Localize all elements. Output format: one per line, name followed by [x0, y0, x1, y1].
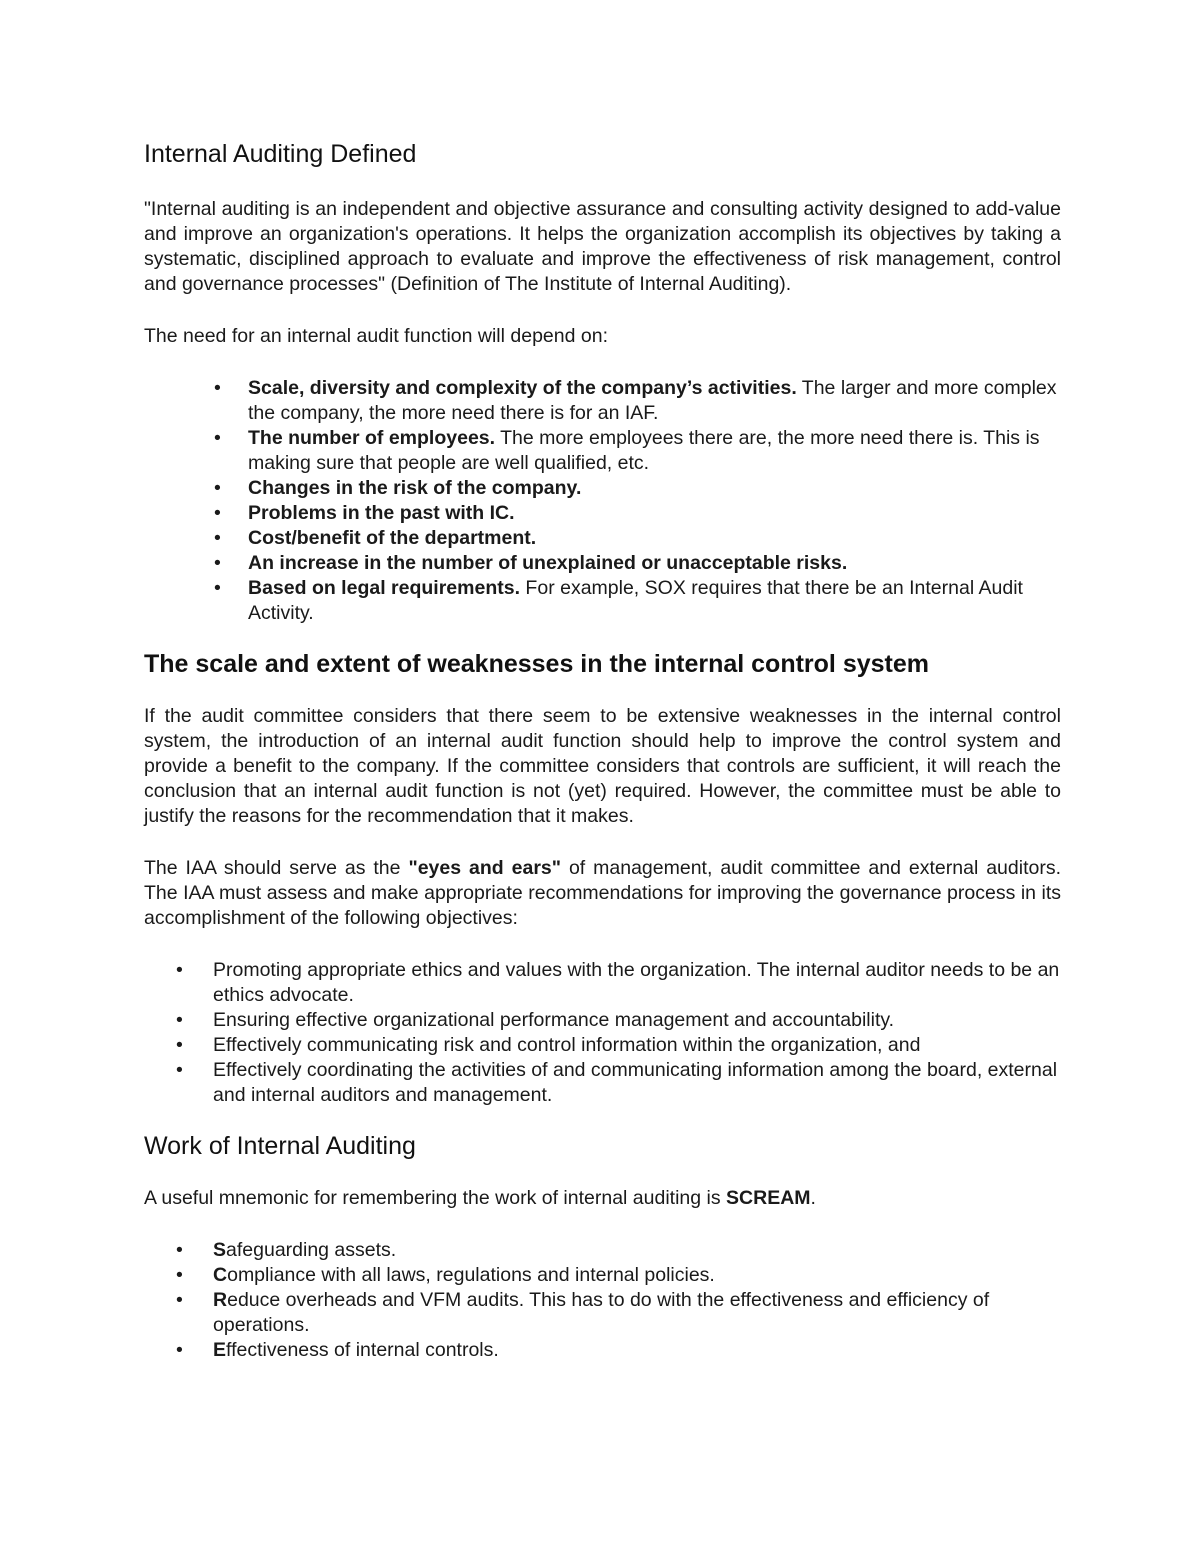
list-item [144, 1058, 1061, 1108]
factor-text: The more employees there are, the more need there is. This is making sure that people are well qualified, etc. [248, 427, 1040, 474]
list-item [144, 1338, 1061, 1363]
iaa-role-text-start: The IAA should serve as the [144, 857, 409, 879]
scream-mnemonic: SCREAM [726, 1187, 811, 1209]
bullet-icon: • [214, 577, 221, 599]
iaf-factors-list [144, 376, 1061, 626]
mnemonic-text: afeguarding assets. [226, 1239, 397, 1261]
mnemonic-letter: R [213, 1289, 228, 1311]
list-item [144, 1008, 1061, 1033]
iaa-role-text-end: of management, audit committee and external auditors. The IAA must assess and make appropriate recommendations for improving the governance process in its accomplishment of the following objectives: [144, 857, 1062, 929]
scream-intro-text: A useful mnemonic for remembering the work of internal auditing is [144, 1187, 727, 1209]
scream-intro [144, 1186, 1061, 1211]
iaf-need-intro: The need for an internal audit function will depend on: [144, 325, 608, 347]
bullet-icon: • [176, 1264, 183, 1286]
list-item [144, 551, 1061, 576]
list-item [144, 958, 1061, 1008]
iaa-role-paragraph [144, 856, 1061, 931]
audit-committee-paragraph: If the audit committee considers that there seem to be extensive weaknesses in the internal control system, the introduction of an internal audit function should help to improve the control system and provide a benefit to the company. If the committee considers that controls are sufficient, it will reach the conclusion that an internal audit function is not (yet) required. However, the committee must be able to justify the reasons for the recommendation that it makes. [144, 705, 1061, 827]
factor-heading: Changes in the risk of the company. [248, 477, 582, 499]
bullet-icon: • [214, 377, 221, 399]
factor-heading: The number of employees. [248, 427, 496, 449]
objective-text: Effectively coordinating the activities of and communicating information among the board, external and internal auditors and management. [213, 1059, 1058, 1106]
bullet-icon: • [176, 1034, 183, 1056]
section-title-work-of-internal-auditing: Work of Internal Auditing [144, 1132, 416, 1160]
factor-heading: Based on legal requirements. [248, 577, 521, 599]
scream-intro-period: . [810, 1187, 816, 1209]
factor-heading: Problems in the past with IC. [248, 502, 515, 524]
factor-heading: Cost/benefit of the department. [248, 527, 537, 549]
mnemonic-letter: S [213, 1239, 227, 1261]
eyes-and-ears-emphasis: "eyes and ears" [408, 857, 561, 879]
iaa-objectives-list [144, 958, 1061, 1108]
mnemonic-letter: E [213, 1339, 227, 1361]
scream-list [144, 1238, 1061, 1363]
mnemonic-text: ffectiveness of internal controls. [226, 1339, 499, 1361]
list-item [144, 526, 1061, 551]
mnemonic-text: ompliance with all laws, regulations and internal policies. [227, 1264, 715, 1286]
bullet-icon: • [176, 1009, 183, 1031]
list-item [144, 576, 1061, 626]
mnemonic-letter: C [213, 1264, 228, 1286]
bullet-icon: • [214, 427, 221, 449]
bullet-icon: • [214, 502, 221, 524]
bullet-icon: • [176, 1339, 183, 1361]
list-item [144, 1033, 1061, 1058]
bullet-icon: • [176, 1059, 183, 1081]
section-title-internal-auditing-defined: Internal Auditing Defined [144, 140, 417, 168]
list-item [144, 1288, 1061, 1338]
bullet-icon: • [176, 959, 183, 981]
bullet-icon: • [214, 477, 221, 499]
list-item [144, 1263, 1061, 1288]
factor-text: The larger and more complex the company, the more need there is for an IAF. [248, 377, 1057, 424]
list-item [144, 501, 1061, 526]
iia-definition-paragraph: "Internal auditing is an independent and objective assurance and consulting activity designed to add-value and improve an organization's operations. It helps the organization accomplish its objectives by taking a systematic, disciplined approach to evaluate and improve the effectiveness of risk management, control and governance processes" (Definition of The Institute of Internal Auditing). [144, 198, 1061, 295]
factor-text: For example, SOX requires that there be an Internal Audit Activity. [248, 577, 1023, 624]
list-item [144, 426, 1061, 476]
list-item [144, 1238, 1061, 1263]
bullet-icon: • [176, 1289, 183, 1311]
factor-heading: Scale, diversity and complexity of the company’s activities. [248, 377, 797, 399]
document-page [144, 138, 1061, 1363]
objective-text: Effectively communicating risk and control information within the organization, and [213, 1034, 921, 1056]
list-item [144, 476, 1061, 501]
list-item [144, 376, 1061, 426]
bullet-icon: • [214, 527, 221, 549]
section-title-weaknesses: The scale and extent of weaknesses in the internal control system [144, 650, 929, 678]
bullet-icon: • [176, 1239, 183, 1261]
objective-text: Promoting appropriate ethics and values with the organization. The internal auditor needs to be an ethics advocate. [213, 959, 1060, 1006]
mnemonic-text: educe overheads and VFM audits. This has to do with the effectiveness and efficiency of operations. [213, 1289, 990, 1336]
objective-text: Ensuring effective organizational performance management and accountability. [213, 1009, 895, 1031]
factor-heading: An increase in the number of unexplained or unacceptable risks. [248, 552, 848, 574]
bullet-icon: • [214, 552, 221, 574]
